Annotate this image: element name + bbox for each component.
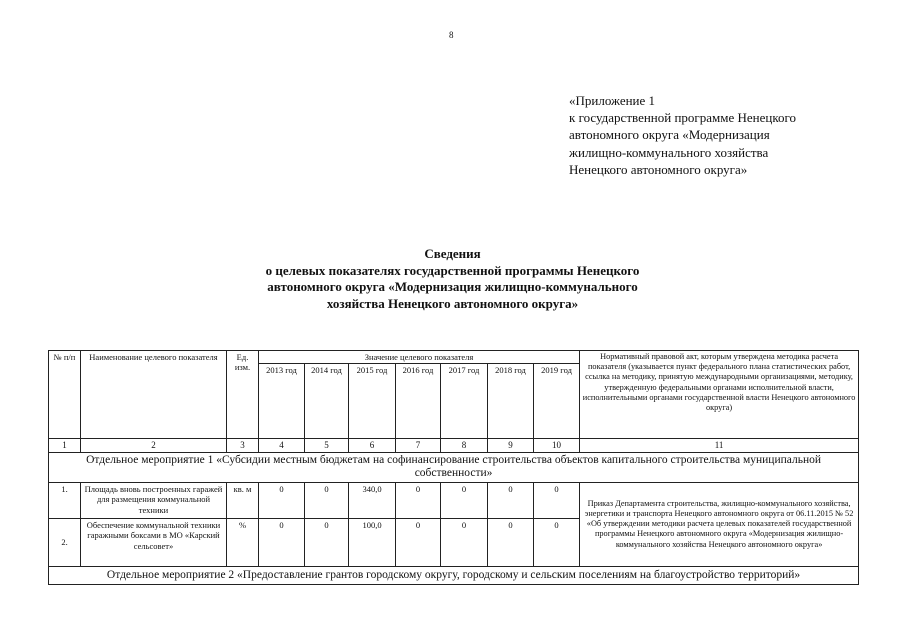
appendix-line: Ненецкого автономного округа»: [569, 161, 748, 177]
row-value: 100,0: [349, 518, 396, 566]
header-num: № п/п: [49, 351, 81, 439]
header-npa: Нормативный правовой акт, которым утверждена методика расчета показателя (указывается пункт федерального плана статистических работ, ссылка на методику, принятую международными организациями, методику, утвержденную федеральными органами исполнительной власти, исполнительными органами государственной власти Ненецкого автономного округа): [580, 351, 859, 439]
column-number: 5: [305, 439, 349, 452]
appendix-line: «Приложение 1: [569, 93, 656, 108]
column-number: 1: [49, 439, 81, 452]
row-value: 0: [259, 482, 305, 518]
column-number: 2: [81, 439, 227, 452]
row-value: 0: [396, 482, 441, 518]
row-value: 0: [441, 518, 488, 566]
header-year: 2019 год: [534, 364, 580, 439]
section-title-1: Отдельное мероприятие 1 «Субсидии местным бюджетам на софинансирование строительства объектов капитального строительства муниципальной собственности»: [49, 452, 859, 482]
row-num: 2.: [49, 518, 81, 566]
title-line: Сведения: [424, 246, 481, 261]
row-value: 0: [441, 482, 488, 518]
column-number: 10: [534, 439, 580, 452]
row-value: 0: [534, 482, 580, 518]
title-line: хозяйства Ненецкого автономного округа»: [326, 295, 579, 311]
header-year: 2015 год: [349, 364, 396, 439]
row-value: 0: [534, 518, 580, 566]
row-name: Площадь вновь построенных гаражей для размещения коммунальной техники: [81, 482, 227, 518]
row-name: Обеспечение коммунальной техники гаражными боксами в МО «Карский сельсовет»: [81, 518, 227, 566]
header-year: 2014 год: [305, 364, 349, 439]
title-line: автономного округа «Модернизация жилищно-коммунального: [267, 279, 638, 295]
row-unit: %: [227, 518, 259, 566]
column-number: 8: [441, 439, 488, 452]
row-value: 0: [259, 518, 305, 566]
row-npa: Приказ Департамента строительства, жилищно-коммунального хозяйства, энергетики и транспорта Ненецкого автономного округа от 06.11.2015 № 52 «Об утверждении методики расчета целевых показателей государственной программы Ненецкого автономного округа «Модернизация жилищно-коммунального хозяйства Ненецкого автономного округа»: [580, 482, 859, 566]
page-number: 8: [449, 30, 454, 40]
section-title-2: Отдельное мероприятие 2 «Предоставление грантов городскому округу, городскому и сельским поселениям на благоустройство территорий»: [49, 566, 859, 585]
column-number: 4: [259, 439, 305, 452]
row-value: 0: [305, 482, 349, 518]
row-num: 1.: [49, 482, 81, 518]
row-value: 0: [305, 518, 349, 566]
header-name: Наименование целевого показателя: [81, 351, 227, 439]
header-year: 2017 год: [441, 364, 488, 439]
appendix-line: к государственной программе Ненецкого: [569, 110, 797, 126]
column-number: 9: [488, 439, 534, 452]
table-row: [49, 482, 859, 518]
document-title: [180, 246, 725, 312]
row-unit: кв. м: [227, 482, 259, 518]
header-year: 2016 год: [396, 364, 441, 439]
header-year: 2018 год: [488, 364, 534, 439]
row-value: 340,0: [349, 482, 396, 518]
appendix-line: автономного округа «Модернизация: [569, 127, 770, 143]
column-number: 3: [227, 439, 259, 452]
column-numbers-row: [49, 439, 859, 452]
header-row: [49, 351, 859, 364]
column-number: 11: [580, 439, 859, 452]
column-number: 6: [349, 439, 396, 452]
column-number: 7: [396, 439, 441, 452]
header-value-group: Значение целевого показателя: [259, 351, 580, 364]
row-value: 0: [396, 518, 441, 566]
indicators-table: [48, 350, 859, 585]
row-value: 0: [488, 518, 534, 566]
appendix-note: [569, 92, 869, 178]
appendix-line: жилищно-коммунального хозяйства: [569, 144, 769, 160]
header-year: 2013 год: [259, 364, 305, 439]
row-value: 0: [488, 482, 534, 518]
title-line: о целевых показателях государственной программы Ненецкого: [265, 262, 640, 278]
section-row-2: [49, 566, 859, 585]
section-row-1: [49, 452, 859, 482]
header-unit: Ед. изм.: [227, 351, 259, 439]
